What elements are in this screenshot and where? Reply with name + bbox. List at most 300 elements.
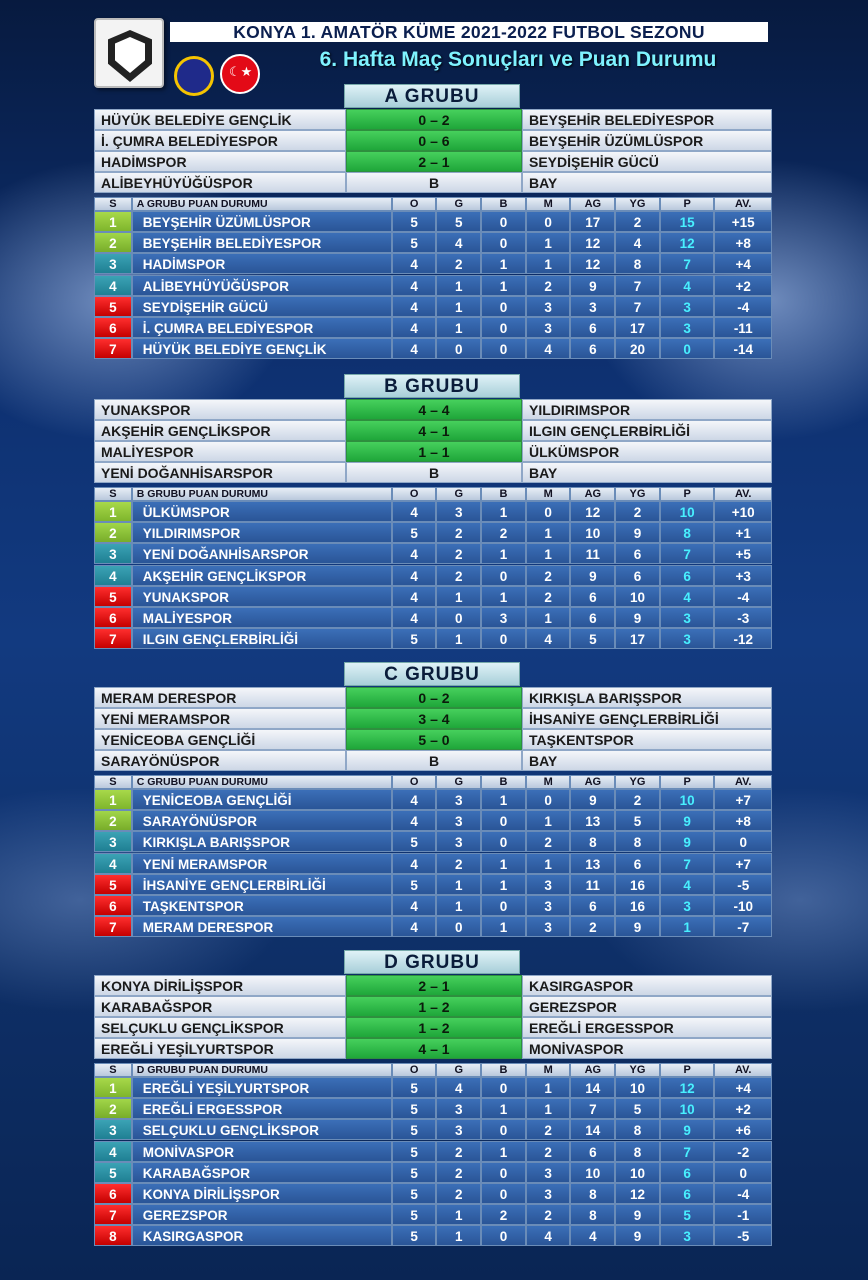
stat-g: 0 <box>436 607 481 628</box>
stat-o: 5 <box>392 522 437 543</box>
stat-b: 0 <box>481 1077 526 1098</box>
stat-yg: 7 <box>615 296 660 317</box>
stat-yg: 17 <box>615 317 660 338</box>
away-team: BEYŞEHİR ÜZÜMLÜSPOR <box>522 130 772 151</box>
match-score: 5 – 0 <box>346 729 522 750</box>
points: 7 <box>660 853 715 874</box>
stat-yg: 7 <box>615 275 660 296</box>
stat-yg: 17 <box>615 628 660 649</box>
rank-cell: 6 <box>94 317 132 338</box>
table-header <box>94 197 772 211</box>
stat-ag: 9 <box>570 275 615 296</box>
away-team: TAŞKENTSPOR <box>522 729 772 750</box>
away-team: ÜLKÜMSPOR <box>522 441 772 462</box>
team-name: ILGIN GENÇLERBİRLİĞİ <box>132 628 392 649</box>
stat-yg: 8 <box>615 831 660 852</box>
match-row <box>94 130 772 151</box>
table-title: C GRUBU PUAN DURUMU <box>132 775 392 789</box>
points: 12 <box>660 232 715 253</box>
group-title: A GRUBU <box>344 84 520 108</box>
tff-badge-icon <box>220 54 260 94</box>
team-name: KONYA DİRİLİŞSPOR <box>132 1183 392 1204</box>
league-logo <box>94 18 164 88</box>
stat-b: 0 <box>481 211 526 232</box>
col-yg: YG <box>615 487 660 501</box>
match-row <box>94 996 772 1017</box>
goal-average: +15 <box>714 211 772 232</box>
goal-average: -5 <box>714 874 772 895</box>
rank-cell: 1 <box>94 211 132 232</box>
standings-table <box>94 197 772 359</box>
rank-cell: 3 <box>94 543 132 564</box>
stat-o: 4 <box>392 895 437 916</box>
match-row <box>94 151 772 172</box>
away-team: EREĞLİ ERGESSPOR <box>522 1017 772 1038</box>
stat-o: 4 <box>392 501 437 522</box>
match-score: 1 – 2 <box>346 996 522 1017</box>
stat-m: 2 <box>526 1141 571 1162</box>
stat-m: 0 <box>526 501 571 522</box>
col-av: AV. <box>714 487 772 501</box>
goal-average: +5 <box>714 543 772 564</box>
rank-cell: 6 <box>94 1183 132 1204</box>
stat-b: 1 <box>481 586 526 607</box>
table-row <box>94 628 772 649</box>
stat-o: 5 <box>392 1204 437 1225</box>
stat-g: 1 <box>436 317 481 338</box>
away-team: GEREZSPOR <box>522 996 772 1017</box>
goal-average: -4 <box>714 586 772 607</box>
stat-yg: 16 <box>615 874 660 895</box>
points: 0 <box>660 338 715 359</box>
stat-o: 5 <box>392 1098 437 1119</box>
match-row <box>94 1038 772 1059</box>
stat-g: 1 <box>436 275 481 296</box>
team-name: İ. ÇUMRA BELEDİYESPOR <box>132 317 392 338</box>
table-row <box>94 1077 772 1098</box>
home-team: MALİYESPOR <box>94 441 346 462</box>
stat-o: 4 <box>392 253 437 274</box>
match-score: 2 – 1 <box>346 975 522 996</box>
match-row <box>94 1017 772 1038</box>
table-row <box>94 275 772 296</box>
goal-average: +7 <box>714 789 772 810</box>
points: 10 <box>660 501 715 522</box>
col-o: O <box>392 775 437 789</box>
points: 3 <box>660 628 715 649</box>
stat-g: 1 <box>436 1204 481 1225</box>
home-team: YENİCEOBA GENÇLİĞİ <box>94 729 346 750</box>
team-name: EREĞLİ ERGESSPOR <box>132 1098 392 1119</box>
away-team: BEYŞEHİR BELEDİYESPOR <box>522 109 772 130</box>
stat-yg: 6 <box>615 543 660 564</box>
stat-o: 4 <box>392 607 437 628</box>
team-name: YENİCEOBA GENÇLİĞİ <box>132 789 392 810</box>
stat-b: 0 <box>481 317 526 338</box>
team-name: MALİYESPOR <box>132 607 392 628</box>
away-team: BAY <box>522 462 772 483</box>
home-team: YENİ MERAMSPOR <box>94 708 346 729</box>
stat-ag: 6 <box>570 1141 615 1162</box>
table-row <box>94 338 772 359</box>
stat-ag: 12 <box>570 501 615 522</box>
stat-b: 1 <box>481 543 526 564</box>
match-score: 1 – 1 <box>346 441 522 462</box>
match-score: 1 – 2 <box>346 1017 522 1038</box>
away-team: BAY <box>522 750 772 771</box>
stat-ag: 8 <box>570 1204 615 1225</box>
points: 9 <box>660 1119 715 1140</box>
goal-average: -3 <box>714 607 772 628</box>
team-name: HÜYÜK BELEDİYE GENÇLİK <box>132 338 392 359</box>
table-row <box>94 211 772 232</box>
col-m: M <box>526 487 571 501</box>
home-team: KARABAĞSPOR <box>94 996 346 1017</box>
table-row <box>94 543 772 564</box>
stat-b: 1 <box>481 1098 526 1119</box>
match-row <box>94 109 772 130</box>
stat-ag: 12 <box>570 232 615 253</box>
home-team: YENİ DOĞANHİSARSPOR <box>94 462 346 483</box>
stat-g: 2 <box>436 1183 481 1204</box>
stat-o: 5 <box>392 874 437 895</box>
match-row <box>94 750 772 771</box>
stat-m: 1 <box>526 1098 571 1119</box>
match-row <box>94 729 772 750</box>
rank-cell: 7 <box>94 916 132 937</box>
stat-yg: 6 <box>615 853 660 874</box>
stat-g: 2 <box>436 565 481 586</box>
table-row <box>94 1141 772 1162</box>
stat-ag: 13 <box>570 853 615 874</box>
table-row <box>94 789 772 810</box>
table-row <box>94 317 772 338</box>
rank-cell: 1 <box>94 789 132 810</box>
stat-m: 1 <box>526 607 571 628</box>
table-row <box>94 522 772 543</box>
col-b: B <box>481 1063 526 1077</box>
stat-b: 0 <box>481 232 526 253</box>
rank-cell: 6 <box>94 895 132 916</box>
stat-b: 1 <box>481 853 526 874</box>
page-subtitle: 6. Hafta Maç Sonuçları ve Puan Durumu <box>319 48 717 71</box>
team-name: BEYŞEHİR BELEDİYESPOR <box>132 232 392 253</box>
home-team: SELÇUKLU GENÇLİKSPOR <box>94 1017 346 1038</box>
col-o: O <box>392 197 437 211</box>
stat-o: 4 <box>392 565 437 586</box>
match-score: 4 – 1 <box>346 1038 522 1059</box>
stat-m: 4 <box>526 1225 571 1246</box>
col-g: G <box>436 1063 481 1077</box>
points: 4 <box>660 586 715 607</box>
standings-table <box>94 775 772 937</box>
col-ag: AG <box>570 197 615 211</box>
table-header <box>94 487 772 501</box>
match-score: 0 – 2 <box>346 109 522 130</box>
stat-yg: 8 <box>615 1141 660 1162</box>
stat-yg: 10 <box>615 1077 660 1098</box>
stat-g: 1 <box>436 628 481 649</box>
rank-cell: 5 <box>94 586 132 607</box>
table-row <box>94 1183 772 1204</box>
home-team: YUNAKSPOR <box>94 399 346 420</box>
goal-average: +4 <box>714 253 772 274</box>
stat-g: 1 <box>436 1225 481 1246</box>
stat-ag: 7 <box>570 1098 615 1119</box>
stat-g: 2 <box>436 253 481 274</box>
stat-b: 2 <box>481 522 526 543</box>
rank-cell: 7 <box>94 628 132 649</box>
goal-average: -4 <box>714 1183 772 1204</box>
team-name: TAŞKENTSPOR <box>132 895 392 916</box>
stat-g: 0 <box>436 338 481 359</box>
stat-m: 3 <box>526 1162 571 1183</box>
points: 9 <box>660 810 715 831</box>
stat-yg: 4 <box>615 232 660 253</box>
home-team: SARAYÖNÜSPOR <box>94 750 346 771</box>
stat-m: 1 <box>526 522 571 543</box>
table-row <box>94 874 772 895</box>
match-row <box>94 708 772 729</box>
stat-m: 4 <box>526 628 571 649</box>
federation-badge-icon <box>174 56 214 96</box>
stat-yg: 9 <box>615 1225 660 1246</box>
stat-m: 2 <box>526 1204 571 1225</box>
table-row <box>94 810 772 831</box>
stat-ag: 3 <box>570 296 615 317</box>
goal-average: +8 <box>714 810 772 831</box>
home-team: MERAM DERESPOR <box>94 687 346 708</box>
stat-g: 3 <box>436 810 481 831</box>
rank-cell: 4 <box>94 1141 132 1162</box>
goal-average: -5 <box>714 1225 772 1246</box>
stat-yg: 8 <box>615 253 660 274</box>
col-ag: AG <box>570 775 615 789</box>
home-team: ALİBEYHÜYÜĞÜSPOR <box>94 172 346 193</box>
stat-o: 5 <box>392 232 437 253</box>
stat-ag: 17 <box>570 211 615 232</box>
away-team: MONİVASPOR <box>522 1038 772 1059</box>
team-name: KARABAĞSPOR <box>132 1162 392 1183</box>
match-score: B <box>346 462 522 483</box>
stat-g: 3 <box>436 1119 481 1140</box>
col-m: M <box>526 197 571 211</box>
match-row <box>94 975 772 996</box>
goal-average: +3 <box>714 565 772 586</box>
col-p: P <box>660 1063 715 1077</box>
stat-m: 2 <box>526 831 571 852</box>
col-o: O <box>392 487 437 501</box>
col-yg: YG <box>615 775 660 789</box>
table-row <box>94 916 772 937</box>
stat-ag: 6 <box>570 317 615 338</box>
rank-cell: 1 <box>94 1077 132 1098</box>
table-row <box>94 895 772 916</box>
stat-ag: 6 <box>570 338 615 359</box>
stat-b: 1 <box>481 874 526 895</box>
stat-b: 0 <box>481 565 526 586</box>
match-results <box>94 399 772 483</box>
stat-b: 0 <box>481 895 526 916</box>
team-name: BEYŞEHİR ÜZÜMLÜSPOR <box>132 211 392 232</box>
match-row <box>94 462 772 483</box>
points: 6 <box>660 1183 715 1204</box>
stat-yg: 5 <box>615 1098 660 1119</box>
col-s: S <box>94 775 132 789</box>
stat-yg: 9 <box>615 916 660 937</box>
points: 8 <box>660 522 715 543</box>
points: 7 <box>660 543 715 564</box>
match-row <box>94 687 772 708</box>
stat-g: 2 <box>436 1162 481 1183</box>
stat-m: 1 <box>526 810 571 831</box>
stat-b: 0 <box>481 1183 526 1204</box>
stat-m: 2 <box>526 565 571 586</box>
stat-yg: 8 <box>615 1119 660 1140</box>
stat-o: 4 <box>392 916 437 937</box>
stat-o: 5 <box>392 1162 437 1183</box>
stat-ag: 10 <box>570 1162 615 1183</box>
table-row <box>94 607 772 628</box>
match-row <box>94 420 772 441</box>
home-team: AKŞEHİR GENÇLİKSPOR <box>94 420 346 441</box>
stat-b: 0 <box>481 831 526 852</box>
stat-g: 4 <box>436 1077 481 1098</box>
stat-o: 4 <box>392 543 437 564</box>
goal-average: -4 <box>714 296 772 317</box>
points: 10 <box>660 789 715 810</box>
stat-g: 2 <box>436 522 481 543</box>
home-team: HADİMSPOR <box>94 151 346 172</box>
goal-average: +4 <box>714 1077 772 1098</box>
table-row <box>94 253 772 274</box>
stat-o: 4 <box>392 789 437 810</box>
away-team: SEYDİŞEHİR GÜCÜ <box>522 151 772 172</box>
stat-yg: 2 <box>615 501 660 522</box>
col-av: AV. <box>714 1063 772 1077</box>
team-name: EREĞLİ YEŞİLYURTSPOR <box>132 1077 392 1098</box>
col-yg: YG <box>615 1063 660 1077</box>
goal-average: +8 <box>714 232 772 253</box>
team-name: SEYDİŞEHİR GÜCÜ <box>132 296 392 317</box>
group-title: C GRUBU <box>344 662 520 686</box>
stat-b: 0 <box>481 296 526 317</box>
stat-b: 0 <box>481 810 526 831</box>
col-m: M <box>526 775 571 789</box>
match-results <box>94 975 772 1059</box>
stat-o: 4 <box>392 317 437 338</box>
stat-o: 4 <box>392 810 437 831</box>
col-g: G <box>436 775 481 789</box>
stat-ag: 14 <box>570 1119 615 1140</box>
team-name: ÜLKÜMSPOR <box>132 501 392 522</box>
stat-ag: 6 <box>570 895 615 916</box>
stat-b: 1 <box>481 916 526 937</box>
stat-o: 5 <box>392 1141 437 1162</box>
table-row <box>94 232 772 253</box>
rank-cell: 4 <box>94 853 132 874</box>
match-score: B <box>346 750 522 771</box>
team-name: KIRKIŞLA BARIŞSPOR <box>132 831 392 852</box>
team-name: YUNAKSPOR <box>132 586 392 607</box>
stat-yg: 2 <box>615 211 660 232</box>
group-title: B GRUBU <box>344 374 520 398</box>
away-team: İHSANİYE GENÇLERBİRLİĞİ <box>522 708 772 729</box>
col-b: B <box>481 487 526 501</box>
stat-m: 3 <box>526 296 571 317</box>
stat-ag: 11 <box>570 874 615 895</box>
team-name: SELÇUKLU GENÇLİKSPOR <box>132 1119 392 1140</box>
stat-ag: 2 <box>570 916 615 937</box>
goal-average: +1 <box>714 522 772 543</box>
col-g: G <box>436 197 481 211</box>
team-name: MERAM DERESPOR <box>132 916 392 937</box>
team-name: İHSANİYE GENÇLERBİRLİĞİ <box>132 874 392 895</box>
stat-o: 5 <box>392 1225 437 1246</box>
stat-m: 2 <box>526 586 571 607</box>
stat-o: 4 <box>392 586 437 607</box>
stat-g: 3 <box>436 789 481 810</box>
team-name: GEREZSPOR <box>132 1204 392 1225</box>
table-title: D GRUBU PUAN DURUMU <box>132 1063 392 1077</box>
table-row <box>94 1204 772 1225</box>
rank-cell: 3 <box>94 253 132 274</box>
away-team: YILDIRIMSPOR <box>522 399 772 420</box>
table-row <box>94 296 772 317</box>
col-s: S <box>94 197 132 211</box>
goal-average: 0 <box>714 831 772 852</box>
standings-table <box>94 1063 772 1247</box>
away-team: KASIRGASPOR <box>522 975 772 996</box>
stat-g: 2 <box>436 1141 481 1162</box>
group-title: D GRUBU <box>344 950 520 974</box>
stat-g: 3 <box>436 501 481 522</box>
goal-average: -2 <box>714 1141 772 1162</box>
rank-cell: 4 <box>94 565 132 586</box>
home-team: HÜYÜK BELEDİYE GENÇLİK <box>94 109 346 130</box>
goal-average: -10 <box>714 895 772 916</box>
stat-g: 1 <box>436 296 481 317</box>
standings-table <box>94 487 772 649</box>
points: 3 <box>660 296 715 317</box>
team-name: KASIRGASPOR <box>132 1225 392 1246</box>
match-score: 2 – 1 <box>346 151 522 172</box>
table-header <box>94 1063 772 1077</box>
stat-o: 4 <box>392 275 437 296</box>
col-p: P <box>660 197 715 211</box>
col-ag: AG <box>570 1063 615 1077</box>
stat-m: 4 <box>526 338 571 359</box>
stat-m: 2 <box>526 275 571 296</box>
stat-ag: 10 <box>570 522 615 543</box>
points: 12 <box>660 1077 715 1098</box>
home-team: EREĞLİ YEŞİLYURTSPOR <box>94 1038 346 1059</box>
stat-m: 1 <box>526 232 571 253</box>
col-s: S <box>94 487 132 501</box>
rank-cell: 2 <box>94 1098 132 1119</box>
goal-average: 0 <box>714 1162 772 1183</box>
match-row <box>94 399 772 420</box>
stat-ag: 6 <box>570 586 615 607</box>
col-ag: AG <box>570 487 615 501</box>
stat-yg: 6 <box>615 565 660 586</box>
team-name: AKŞEHİR GENÇLİKSPOR <box>132 565 392 586</box>
stat-ag: 6 <box>570 607 615 628</box>
points: 6 <box>660 565 715 586</box>
team-name: YENİ DOĞANHİSARSPOR <box>132 543 392 564</box>
stat-b: 0 <box>481 338 526 359</box>
table-row <box>94 831 772 852</box>
